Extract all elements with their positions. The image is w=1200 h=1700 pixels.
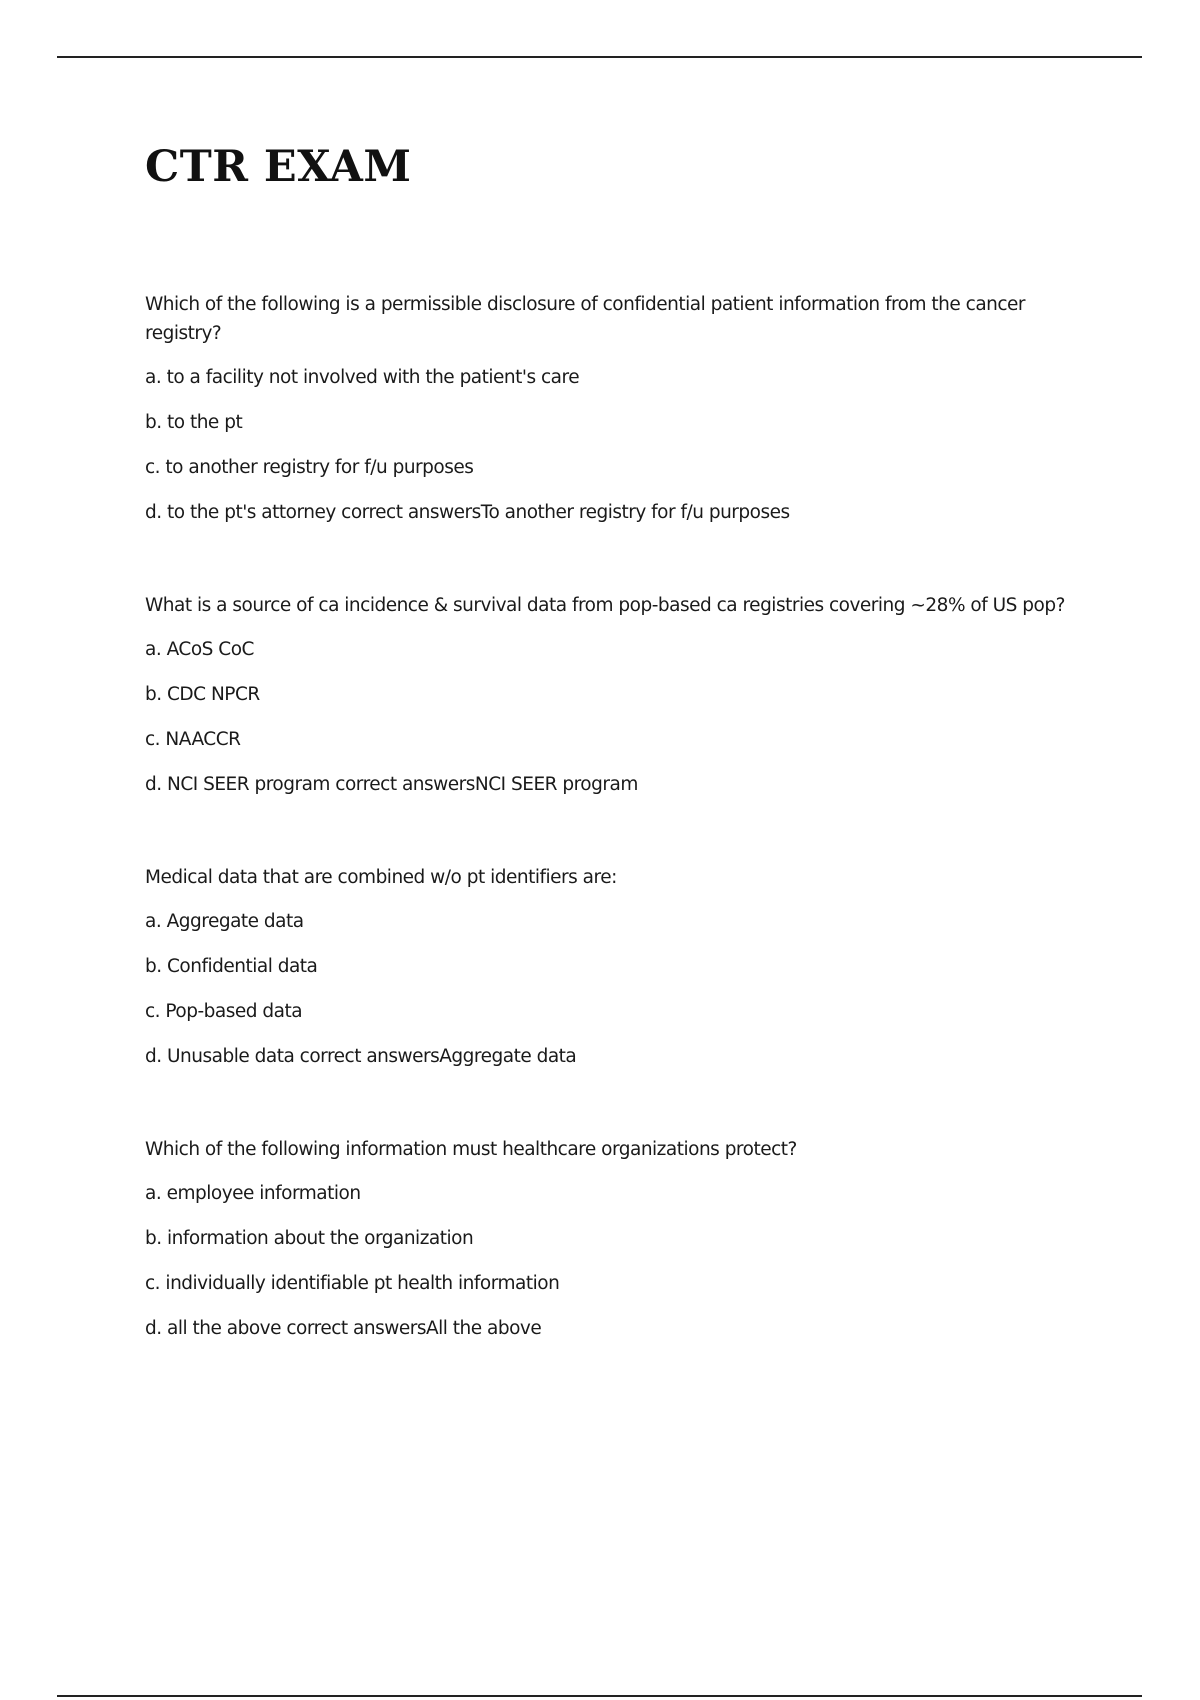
answer-option-d: d. all the above correct answersAll the above xyxy=(145,1318,542,1339)
bottom-divider xyxy=(57,1695,1142,1697)
answer-option-d: d. Unusable data correct answersAggregate data xyxy=(145,1046,577,1067)
question-1 xyxy=(145,290,1075,527)
answer-option-b: b. to the pt xyxy=(145,412,243,433)
document-title: CTR EXAM xyxy=(145,142,412,192)
question-2 xyxy=(145,591,1075,799)
answer-option-a: a. employee information xyxy=(145,1183,361,1204)
answer-option-d: d. to the pt's attorney correct answersTo another registry for f/u purposes xyxy=(145,502,790,523)
answer-option-d: d. NCI SEER program correct answersNCI SEER program xyxy=(145,774,638,795)
question-4 xyxy=(145,1135,1075,1343)
question-text: Medical data that are combined w/o pt identifiers are: xyxy=(145,867,617,888)
question-text: Which of the following is a permissible disclosure of confidential patient information from the cancer registry? xyxy=(145,294,1026,344)
answer-option-c: c. to another registry for f/u purposes xyxy=(145,457,474,478)
answer-option-b: b. CDC NPCR xyxy=(145,684,260,705)
answer-option-a: a. to a facility not involved with the patient's care xyxy=(145,367,580,388)
answer-option-c: c. NAACCR xyxy=(145,729,241,750)
question-text: What is a source of ca incidence & survival data from pop-based ca registries covering ~28% of US pop? xyxy=(145,595,1065,616)
question-list xyxy=(145,290,1075,1407)
top-divider xyxy=(57,56,1142,58)
question-3 xyxy=(145,863,1075,1071)
answer-option-b: b. information about the organization xyxy=(145,1228,474,1249)
question-text: Which of the following information must healthcare organizations protect? xyxy=(145,1139,797,1160)
answer-option-a: a. ACoS CoC xyxy=(145,639,254,660)
answer-option-b: b. Confidential data xyxy=(145,956,318,977)
answer-option-c: c. individually identifiable pt health information xyxy=(145,1273,560,1294)
answer-option-a: a. Aggregate data xyxy=(145,911,304,932)
answer-option-c: c. Pop-based data xyxy=(145,1001,303,1022)
